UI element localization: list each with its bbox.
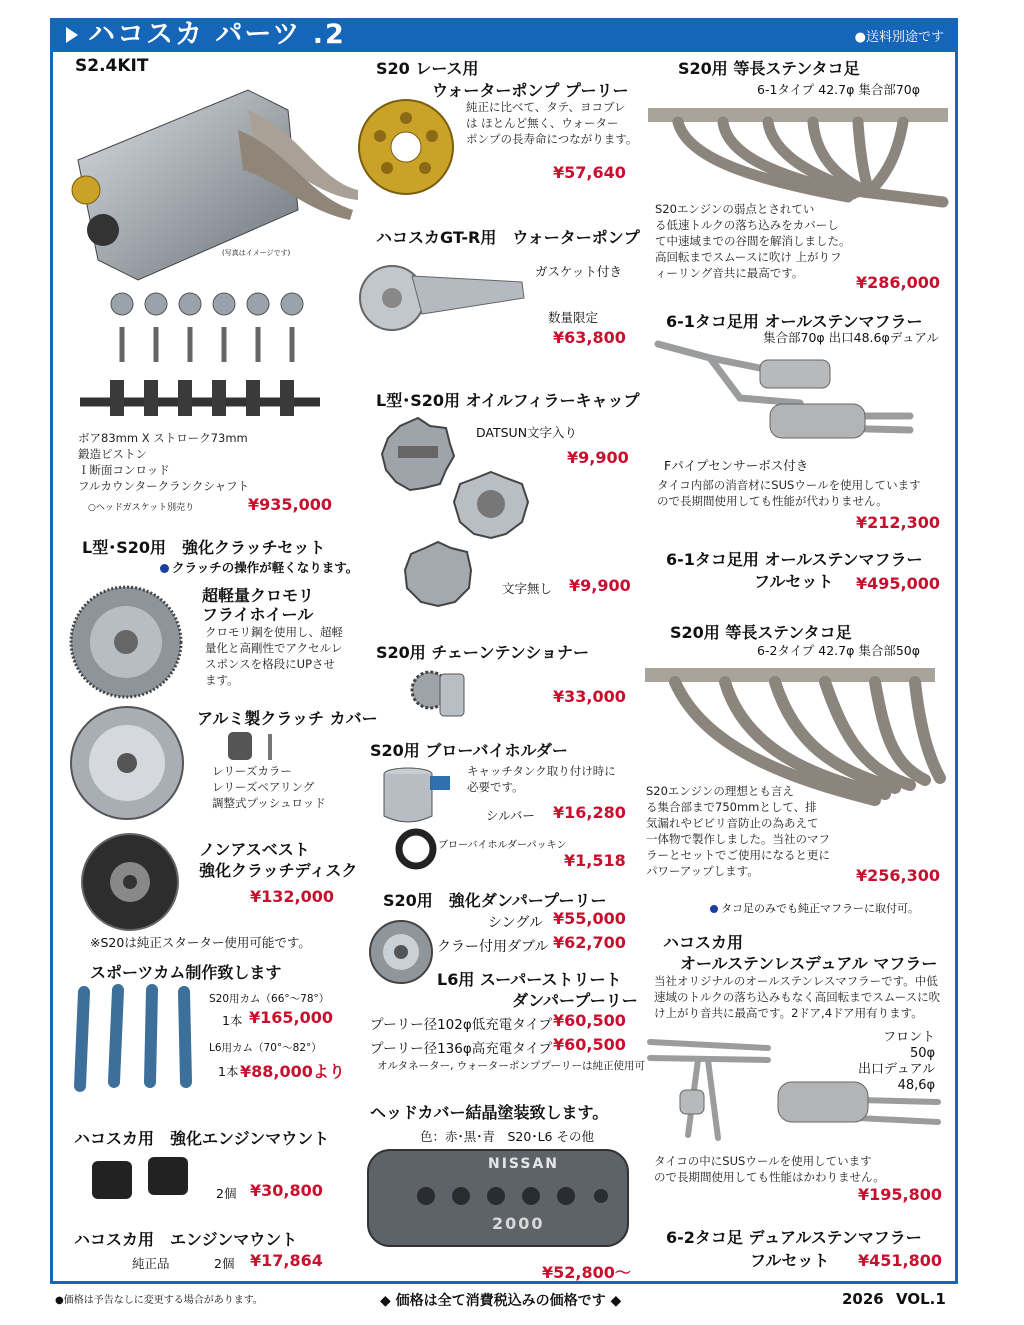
mount-strong-qty: 2個 [216,1186,237,1201]
footer-tax-note: ◆ 価格は全て消費税込みの価格です ◆ [380,1293,622,1309]
footer-volume: VOL.1 [896,1290,946,1308]
l6damper-note: オルタネーター, ウォーターポンププーリーは純正使用可 [377,1060,646,1072]
cam-l6-price: ¥88,000より [240,1062,345,1081]
header62-desc: S20エンジンの理想とも言え る集合部まで750mmとして、排 気漏れやビビリ音防止の為あえて 一体物で製作しました。当社のマフ ラーとセットでご使用になると更に パワーアップします。 [646,784,830,878]
dual62set-title-1: 6-2タコ足 デュアルステンマフラー [666,1228,922,1247]
disc-title-2: 強化クラッチディスク [199,861,358,880]
headcover-price: ¥52,800〜 [542,1263,631,1282]
headcover-brand: NISSAN [488,1156,560,1172]
cam-s20-unit: 1本 [222,1013,243,1028]
dualmuffler-price: ¥195,800 [858,1185,943,1204]
cam-l6-label: L6用カム（70°〜82°） [209,1042,322,1054]
mount-oem-title: ハコスカ用 エンジンマウント [74,1230,298,1249]
damper-single: シングル [488,915,543,931]
camshaft-image [70,982,200,1094]
oilcap-price-2: ¥9,900 [569,576,631,595]
pulley-desc: 純正に比べて、タテ、ヨコブレ は ほとんど無く、ウォーター ポンプの長寿命につながります。 [466,100,638,146]
cam-title: スポーツカム制作致します [90,963,282,982]
muffler61-title: 6-1タコ足用 オールステンマフラー [666,312,923,331]
dual62set-price: ¥451,800 [858,1251,943,1270]
waterpump-title: ハコスカGT-R用 ウォーターポンプ [376,228,640,247]
page-title: ハコスカ パーツ .2 [88,19,346,50]
pulley-title-2: ウォーターポンプ プーリー [432,81,629,100]
bullet-dot-icon [710,905,718,913]
dualmuffler-desc-2: タイコの中にSUSウールを使用しています ので長期間使用しても性能はかわりません。 [654,1154,885,1184]
l6damper-title-1: L6用 スーパーストリート [437,970,622,989]
footer-year: 2026 [842,1290,884,1308]
l6damper-price-1: ¥60,500 [553,1011,626,1030]
header61-spec: 6-1タイプ 42.7φ 集合部70φ [757,82,920,97]
clutch-price: ¥132,000 [250,887,335,906]
waterpump-price: ¥63,800 [553,328,626,347]
muffler61set-price: ¥495,000 [856,574,941,593]
headcover-title: ヘッドカバー結晶塗装致します。 [370,1103,609,1122]
image-note: (写真はイメージです) [222,249,291,257]
muffler61-sensor: Fパイプセンサーボス付き [664,458,809,473]
blowby-price: ¥16,280 [553,803,626,822]
blowby-packing: ブローバイホルダーパッキン [438,840,567,851]
mount-oem-price: ¥17,864 [250,1251,323,1270]
header61-desc: S20エンジンの弱点とされてい る低速トルクの落ち込みをカバーし て中速域までの谷間を解消しました。 高回転までスムースに吹け 上がりフ ィーリング音共に最高です。 [655,202,851,280]
headcover-colors: 色：赤･黒･青 S20･L6 その他 [420,1129,594,1144]
mount-oem-qty: 2個 [214,1256,235,1271]
dual62set-title-2: フルセット [750,1251,830,1270]
tensioner-title: S20用 チェーンテンショナー [376,643,590,662]
damper-pulley-image [368,918,434,986]
exhaust-header-61-image [648,102,948,212]
damper-single-price: ¥55,000 [553,909,626,928]
mount-strong-price: ¥30,800 [250,1181,323,1200]
blowby-silver: シルバー [486,808,535,823]
dual-muffler-image [648,1030,948,1154]
muffler61-desc: タイコ内部の消音材にSUSウールを使用しています ので長期間使用しても性能が代わりません。 [657,478,921,508]
clutch-cover-title: アルミ製クラッチ カバー [197,709,378,728]
muffler61-spec: 集合部70φ 出口48.6φデュアル [763,330,939,345]
kit-desc: ボア83mm X ストローク73mm 鍛造ピストン Ｉ断面コンロッド フルカウンタークランクシャフト [78,431,250,493]
waterpump-limited: 数量限定 [548,310,599,325]
header-banner [50,18,958,52]
gasket-note: ○ヘッドガスケット別売り [88,503,195,513]
cover-parts: レリーズカラー レリーズベアリング 調整式プッシュロッド [212,764,326,810]
kit-title: S2.4KIT [75,56,149,76]
oilcap-underside-image [452,470,530,540]
damper-title: S20用 強化ダンパープーリー [383,891,607,910]
engine-image [68,70,358,280]
cam-s20-label: S20用カム（66°〜78°） [209,993,330,1005]
bullet-dot-icon [160,564,169,573]
waterpump-image [352,258,532,338]
muffler61set-title-1: 6-1タコ足用 オールステンマフラー [666,550,923,569]
tensioner-price: ¥33,000 [553,687,626,706]
damper-double: クラー付用ダブル [437,939,549,955]
blowby-title: S20用 ブローバイホルダー [370,741,568,760]
blowby-packing-image [397,830,435,868]
damper-double-price: ¥62,700 [553,933,626,952]
blowby-holder-image [382,766,454,828]
kit-price: ¥935,000 [248,495,333,514]
dualmuffler-title-1: ハコスカ用 [663,933,744,952]
play-arrow-icon [66,27,78,43]
pulley-image [357,98,455,196]
mount-strong-title: ハコスカ用 強化エンジンマウント [74,1129,330,1148]
blowby-packing-price: ¥1,518 [564,851,626,870]
l6damper-opt-1: プーリー径102φ低充電タイプ [370,1017,553,1033]
blowby-desc: キャッチタンク取り付け時に 必要です。 [467,764,616,794]
engine-mount-image [92,1155,192,1205]
flywheel-image [60,586,192,698]
header61-title: S20用 等長ステンタコ足 [678,59,860,78]
dualmuffler-spec: フロント 50φ 出口デュアル 48,6φ [858,1030,936,1093]
clutch-title: L型･S20用 強化クラッチセット [82,538,326,557]
muffler-61-image [650,338,950,458]
header62-title: S20用 等長ステンタコ足 [670,623,852,642]
oilcap-variant-1: DATSUN文字入り [476,425,578,440]
pulley-title-1: S20 レース用 [376,59,479,78]
clutch-disc-image [80,832,180,932]
dualmuffler-desc: 当社オリジナルのオールステンレスマフラーです。中低 速域のトルクの落ち込みもなく高回転までスムースに吹 け上がり音共に最高です。2ドア,4ドア用有ります。 [654,974,941,1020]
l6damper-price-2: ¥60,500 [553,1035,626,1054]
l6damper-title-2: ダンパープーリー [512,991,638,1010]
oilcap-datsun-image [380,416,456,492]
l6damper-opt-2: プーリー径136φ高充電タイプ [370,1041,553,1057]
oilcap-title: L型･S20用 オイルフィラーキャップ [376,391,640,410]
cam-l6-unit: 1本 [218,1064,239,1079]
clutch-note: クラッチの操作が軽くなります。 [160,558,358,576]
pistons-rods-crank-image [110,292,310,417]
release-parts-image [228,728,288,764]
cam-s20-price: ¥165,000 [249,1008,334,1027]
shipping-note: ●送料別途です [854,30,944,45]
header61-price: ¥286,000 [856,273,941,292]
flywheel-title-1: 超軽量クロモリ [202,586,315,605]
mount-oem-sub: 純正品 [132,1256,170,1271]
muffler61-price: ¥212,300 [856,513,941,532]
starter-note: ※S20は純正スターター使用可能です。 [90,935,311,950]
header62-price: ¥256,300 [856,866,941,885]
header62-note: タコ足のみでも純正マフラーに取付可。 [710,900,919,916]
flywheel-title-2: フライホイール [202,605,314,624]
oilcap-price-1: ¥9,900 [567,448,629,467]
pulley-price: ¥57,640 [553,163,626,182]
tensioner-image [410,664,472,720]
oilcap-variant-2: 文字無し [502,581,553,596]
disc-title-1: ノンアスベスト [199,840,310,859]
clutch-cover-image [64,706,190,820]
oilcap-plain-image [403,540,473,608]
waterpump-gasket: ガスケット付き [535,264,622,279]
dualmuffler-title-2: オールステンレスデュアル マフラー [680,954,938,973]
muffler61set-title-2: フルセット [754,572,834,591]
header62-spec: 6-2タイプ 42.7φ 集合部50φ [757,643,920,658]
flywheel-desc: クロモリ鋼を使用し、超軽 量化と高剛性でアクセルレ スポンスを格段にUPさせ ます。 [205,625,343,687]
footer-disclaimer: ●価格は予告なしに変更する場合があります。 [55,1295,263,1306]
headcover-model: 2000 [492,1214,545,1233]
